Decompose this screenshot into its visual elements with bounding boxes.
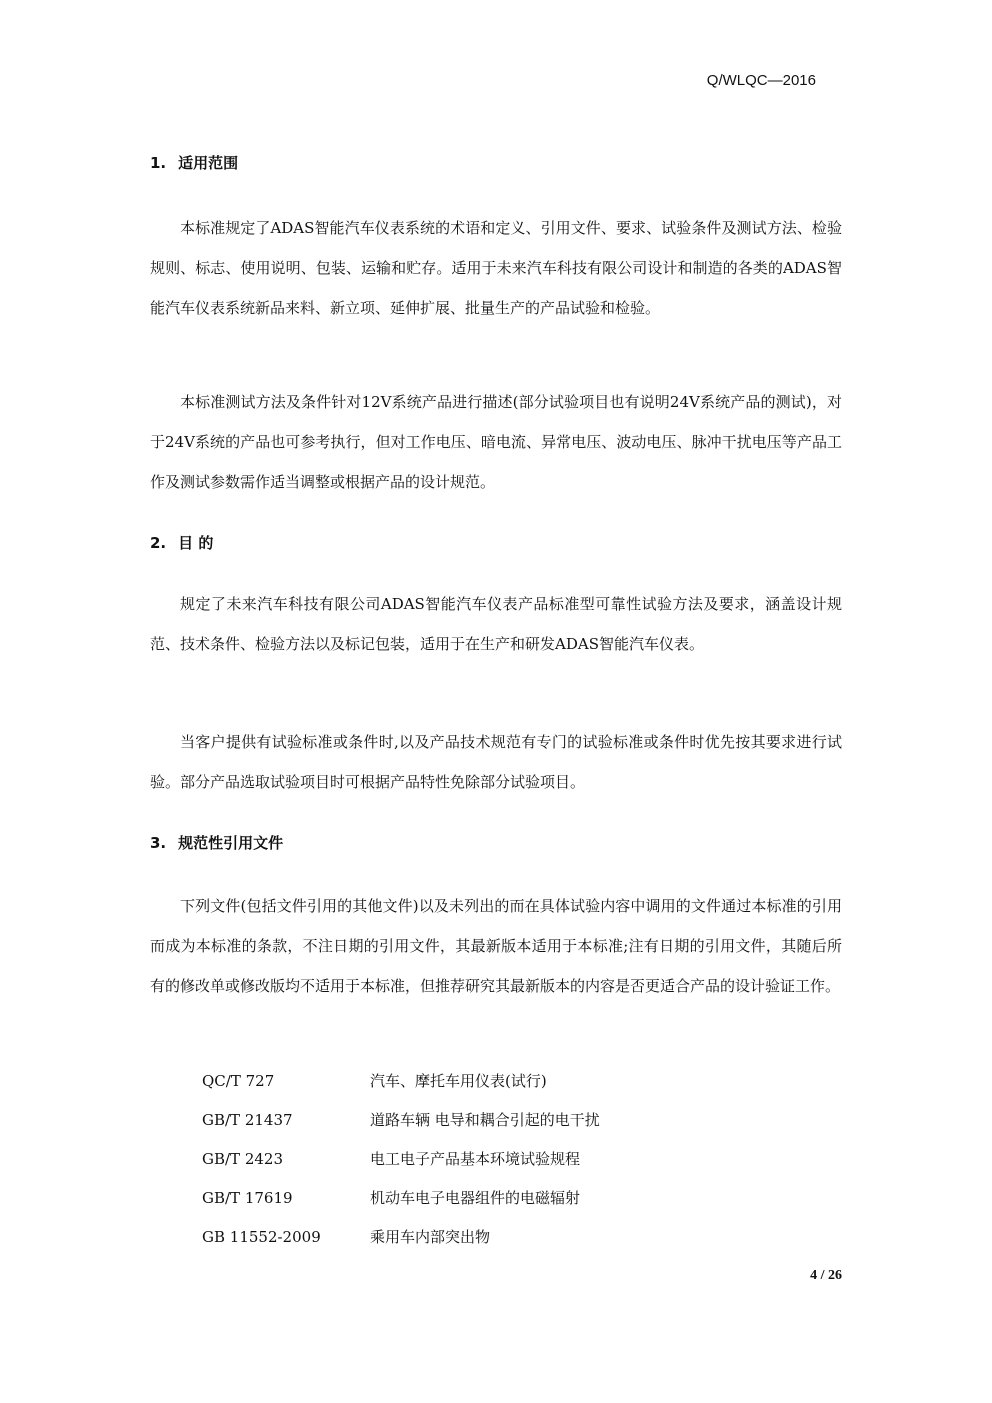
section-title: 规范性引用文件 [178,834,284,852]
page-number: 4 / 26 [810,1268,842,1283]
section-number: 2. [150,534,167,552]
paragraph: 下列文件(包括文件引用的其他文件)以及未列出的而在具体试验内容中调用的文件通过本标准的引用而成为本标准的条款，不注日期的引用文件，其最新版本适用于本标准;注有日期的引用文件，其随后所有的修改单或修改版均不适用于本标准，但推荐研究其最新版本的内容是否更适合产品的设计验证工作。 [150,897,842,995]
paragraph: 本标准测试方法及条件针对12V系统产品进行描述(部分试验项目也有说明24V系统产品的测试)，对于24V系统的产品也可参考执行，但对工作电压、暗电流、异常电压、波动电压、脉冲干扰电压等产品工作及测试参数需作适当调整或根据产品的设计规范。 [150,393,842,491]
reference-code: QC/T 727 [202,1072,275,1090]
reference-title: 道路车辆 电导和耦合引起的电干扰 [370,1111,600,1129]
reference-item [202,1140,802,1179]
section-title: 目 的 [178,534,214,552]
reference-item [202,1218,802,1257]
paragraph: 本标准规定了ADAS智能汽车仪表系统的术语和定义、引用文件、要求、试验条件及测试方法、检验规则、标志、使用说明、包装、运输和贮存。适用于未来汽车科技有限公司设计和制造的各类的ADAS智能汽车仪表系统新品来料、新立项、延伸扩展、批量生产的产品试验和检验。 [150,219,842,317]
paragraph: 当客户提供有试验标准或条件时,以及产品技术规范有专门的试验标准或条件时优先按其要求进行试验。部分产品选取试验项目时可根据产品特性免除部分试验项目。 [150,733,842,791]
reference-code: GB 11552-2009 [202,1228,321,1246]
reference-list [202,1062,802,1257]
reference-item [202,1062,802,1101]
reference-title: 乘用车内部突出物 [370,1228,491,1246]
section-number: 3. [150,834,167,852]
section-heading-purpose [150,532,213,553]
reference-title: 汽车、摩托车用仪表(试行) [370,1072,547,1090]
reference-title: 电工电子产品基本环境试验规程 [370,1150,581,1168]
section-number: 1. [150,154,167,172]
reference-item [202,1101,802,1140]
reference-code: GB/T 17619 [202,1189,293,1207]
reference-code: GB/T 2423 [202,1150,284,1168]
section-heading-normative-references [150,832,283,853]
reference-code: GB/T 21437 [202,1111,293,1129]
document-code: Q/WLQC—2016 [706,72,816,89]
reference-title: 机动车电子电器组件的电磁辐射 [370,1189,581,1207]
section-title: 适用范围 [178,154,239,172]
paragraph: 规定了未来汽车科技有限公司ADAS智能汽车仪表产品标准型可靠性试验方法及要求，涵盖设计规范、技术条件、检验方法以及标记包装，适用于在生产和研发ADAS智能汽车仪表。 [150,595,842,653]
section-heading-scope [150,152,238,173]
reference-item [202,1179,802,1218]
